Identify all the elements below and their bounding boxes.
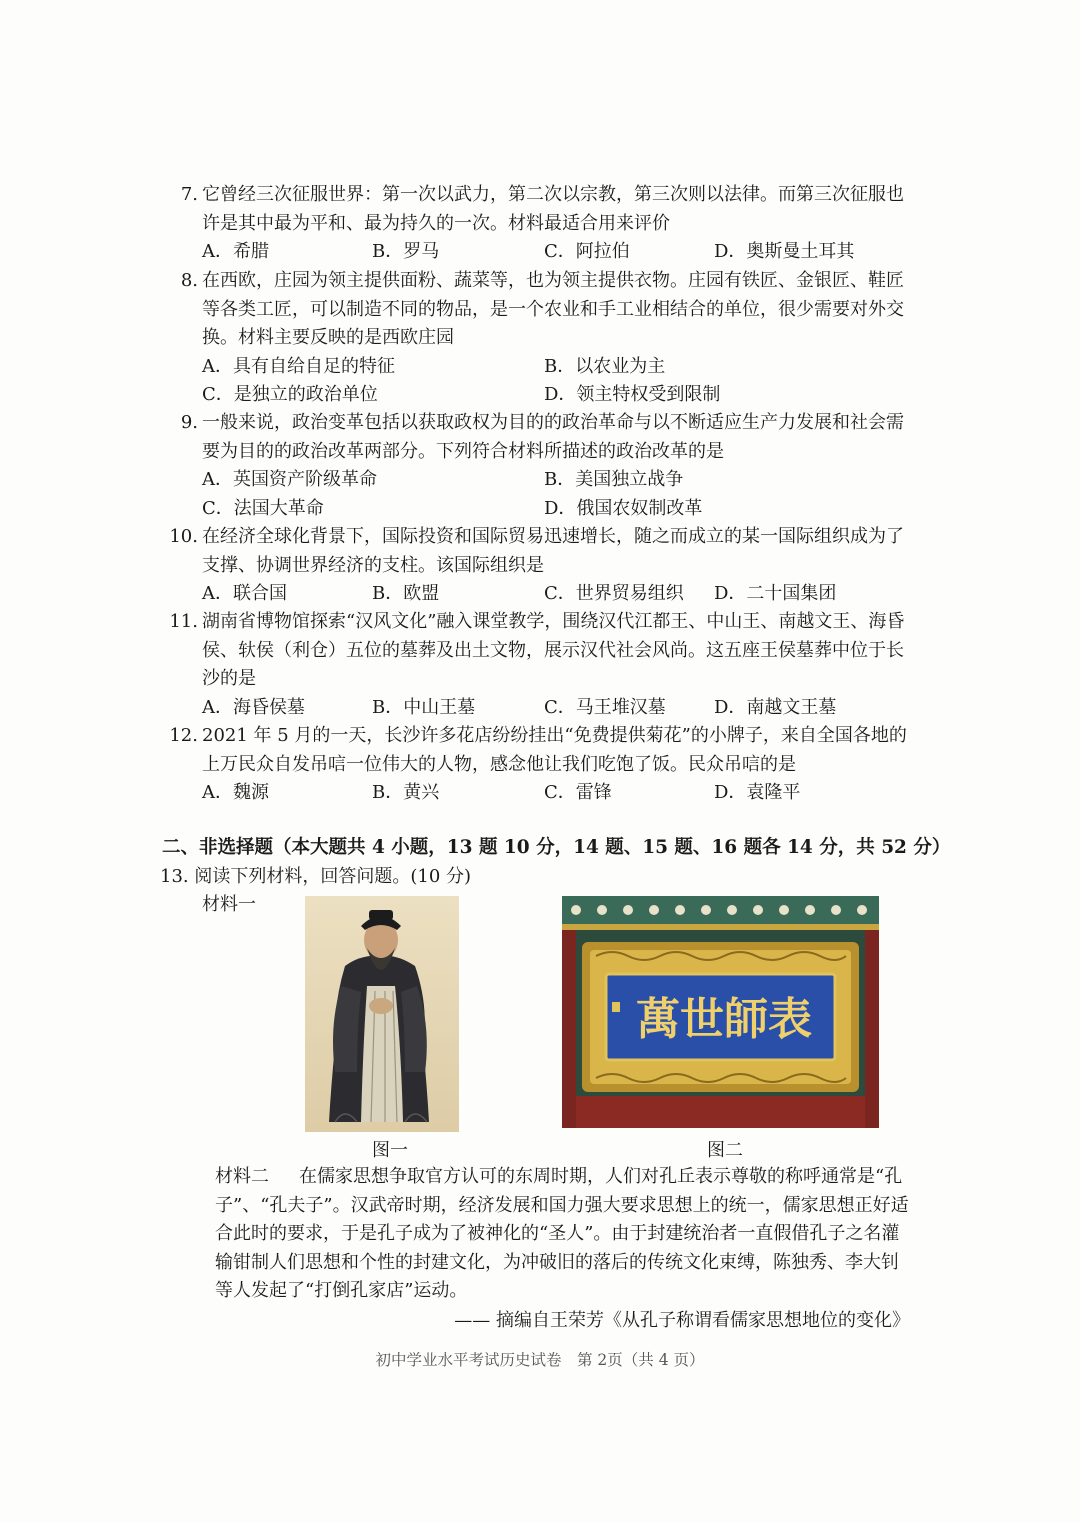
options-row [202,353,920,382]
option-b: B．罗马 [372,241,440,262]
material-2-text: 在儒家思想争取官方认可的东周时期，人们对孔丘表示尊敬的称呼通常是“孔子”、“孔夫子”。汉武帝时期，经济发展和国力强大要求思想上的统一，儒家思想正好适合此时的要求，于是孔子成为了被神化的“圣人”。由于封建统治者一直假借孔子之名灌输钳制人们思想和个性的封建文化，为冲破旧的落后的传统文化束缚，陈独秀、李大钊等人发起了“打倒孔家店”运动。 [215,1166,909,1301]
section-title: 二、非选择题（本大题共 4 小题，13 题 10 分，14 题、15 题、16 题各 14 分，共 52 分） [162,837,951,858]
question-number: 12. [169,725,198,746]
question-stem: 在西欧，庄园为领主提供面粉、蔬菜等，也为领主提供衣物。庄园有铁匠、金银匠、鞋匠等各类工匠，可以制造不同的物品，是一个农业和手工业相结合的单位，很少需要对外交换。材料主要反映的是西欧庄园 [202,270,904,348]
question-7 [160,181,920,267]
question-stem: 在经济全球化背景下，国际投资和国际贸易迅速增长，随之而成立的某一国际组织成为了支撑、协调世界经济的支柱。该国际组织是 [202,526,904,576]
options-row [202,580,920,609]
question-11 [160,608,920,722]
option-d: D．南越文王墓 [714,696,837,718]
question-stem: 一般来说，政治变革包括以获取政权为目的的政治革命与以不断适应生产力发展和社会需要为目的的政治改革两部分。下列符合材料所描述的政治改革的是 [202,412,904,462]
confucius-portrait-image [305,896,459,1132]
question-10 [160,523,920,609]
plaque-image [562,896,879,1128]
option-a: A．魏源 [202,782,269,803]
question-13-heading: 13. 阅读下列材料，回答问题。(10 分) [160,866,472,887]
question-stem: 它曾经三次征服世界：第一次以武力，第二次以宗教，第三次则以法律。而第三次征服也许是其中最为平和、最为持久的一次。材料最适合用来评价 [202,184,904,234]
options-row [202,238,920,267]
material-1-label: 材料一 [202,894,256,915]
option-c: C．是独立的政治单位 [202,384,378,405]
option-b: B．欧盟 [372,583,440,604]
question-8 [160,267,920,410]
material-2 [215,1163,915,1306]
options-row [202,779,920,808]
figure-1-caption: 图一 [372,1140,408,1161]
option-a: A．联合国 [202,583,287,604]
option-c: C．阿拉伯 [544,241,630,262]
question-number: 7. [180,184,198,205]
option-c: C．法国大革命 [202,497,324,519]
options-row [202,381,920,410]
option-b: B．中山王墓 [372,696,476,718]
option-d: D．二十国集团 [714,583,837,604]
option-b: B．美国独立战争 [544,469,684,490]
option-c: C．马王堆汉墓 [544,696,666,718]
page-footer: 初中学业水平考试历史试卷 第 2页（共 4 页） [375,1351,705,1369]
option-c: C．世界贸易组织 [544,583,684,604]
option-d: D．奥斯曼土耳其 [714,241,855,262]
option-a: A．英国资产阶级革命 [202,469,377,490]
option-c: C．雷锋 [544,782,612,803]
question-number: 9. [180,412,198,433]
source-citation: —— 摘编自王荣芳《从孔子称谓看儒家思想地位的变化》 [454,1310,910,1331]
option-d: D．俄国农奴制改革 [544,497,703,519]
question-stem: 2021 年 5 月的一天，长沙许多花店纷纷挂出“免费提供菊花”的小牌子，来自全国各地的上万民众自发吊唁一位伟大的人物，感念他让我们吃饱了饭。民众吊唁的是 [202,725,907,775]
question-number: 10. [169,526,198,547]
option-d: D．领主特权受到限制 [544,384,721,405]
question-12 [160,722,920,808]
options-row [202,694,920,723]
plaque-text: 萬世師表 [636,994,812,1045]
figure-2-caption: 图二 [707,1140,743,1161]
question-number: 11. [169,611,198,632]
option-a: A．具有自给自足的特征 [202,355,395,377]
option-a: A．海昏侯墓 [202,696,305,718]
option-d: D．袁隆平 [714,782,801,803]
options-row [202,495,920,524]
option-b: B．黄兴 [372,782,440,803]
option-b: B．以农业为主 [544,355,666,377]
question-stem: 湖南省博物馆探索“汉风文化”融入课堂教学，围绕汉代江都王、中山王、南越文王、海昏侯、轪侯（利仓）五位的墓葬及出土文物，展示汉代社会风尚。这五座王侯墓葬中位于长沙的是 [202,611,905,689]
question-9 [160,409,920,523]
option-a: A．希腊 [202,241,269,262]
material-2-label: 材料二 [215,1166,269,1187]
question-number: 8. [180,270,198,291]
options-row [202,466,920,495]
